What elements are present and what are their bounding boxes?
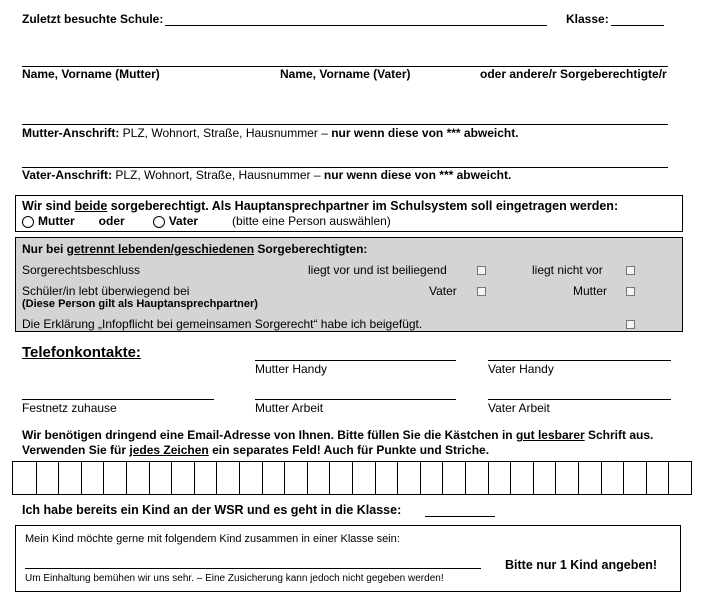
email-character-cell[interactable] bbox=[488, 462, 489, 494]
email-character-cell[interactable] bbox=[465, 462, 466, 494]
infopflicht-checkbox[interactable] bbox=[626, 320, 635, 329]
email-character-cell[interactable] bbox=[307, 462, 308, 494]
email-character-cell[interactable] bbox=[442, 462, 443, 494]
class-label: Klasse: bbox=[566, 12, 609, 26]
email-line2-underlined: jedes Zeichen bbox=[129, 443, 209, 457]
oder-label: oder bbox=[98, 214, 125, 228]
email-character-cell[interactable] bbox=[668, 462, 669, 494]
father-name-label: Name, Vorname (Vater) bbox=[280, 67, 411, 81]
father-work-label: Vater Arbeit bbox=[488, 401, 550, 415]
email-character-cell[interactable] bbox=[171, 462, 172, 494]
lives-with-mother-label: Mutter bbox=[573, 284, 608, 298]
email-character-cell[interactable] bbox=[36, 462, 37, 494]
email-character-grid[interactable] bbox=[12, 461, 692, 495]
lives-with-father-label: Vater bbox=[429, 284, 457, 298]
email-character-cell[interactable] bbox=[81, 462, 82, 494]
contact-choice-row bbox=[22, 214, 391, 228]
radio-father[interactable] bbox=[153, 216, 165, 228]
father-address-field[interactable] bbox=[22, 153, 668, 168]
mother-mobile-label: Mutter Handy bbox=[255, 362, 328, 376]
mother-address-detail: PLZ, Wohnort, Straße, Hausnummer – bbox=[122, 126, 328, 140]
custody-statement-beide: beide bbox=[74, 199, 108, 213]
email-character-cell[interactable] bbox=[58, 462, 59, 494]
decision-missing-checkbox[interactable] bbox=[626, 266, 635, 275]
mother-address-caption bbox=[22, 126, 519, 140]
email-character-cell[interactable] bbox=[126, 462, 127, 494]
mother-mobile-field[interactable] bbox=[255, 346, 456, 361]
email-character-cell[interactable] bbox=[623, 462, 624, 494]
father-address-caption bbox=[22, 168, 511, 182]
mother-work-label: Mutter Arbeit bbox=[255, 401, 324, 415]
email-character-cell[interactable] bbox=[510, 462, 511, 494]
sibling-class-label: Ich habe bereits ein Kind an der WSR und es geht in die Klasse: bbox=[22, 503, 402, 517]
email-character-cell[interactable] bbox=[601, 462, 602, 494]
email-character-cell[interactable] bbox=[194, 462, 195, 494]
custody-box bbox=[15, 195, 683, 232]
no-guarantee-footnote: Um Einhaltung bemühen wir uns sehr. – Eine Zusicherung kann jedoch nicht gegeben werden! bbox=[25, 573, 444, 584]
father-address-detail: PLZ, Wohnort, Straße, Hausnummer – bbox=[115, 168, 321, 182]
email-character-cell[interactable] bbox=[352, 462, 353, 494]
school-label: Zuletzt besuchte Schule: bbox=[22, 12, 164, 26]
lives-with-father-checkbox[interactable] bbox=[477, 287, 486, 296]
classmate-wish-box bbox=[15, 525, 681, 592]
mother-name-label: Name, Vorname (Mutter) bbox=[22, 67, 160, 81]
email-character-cell[interactable] bbox=[239, 462, 240, 494]
decision-missing-label: liegt nicht vor bbox=[532, 263, 603, 277]
email-line2-pre: Verwenden Sie für bbox=[22, 443, 130, 457]
email-character-cell[interactable] bbox=[329, 462, 330, 494]
custody-statement-post: sorgeberechtigt. Als Hauptansprechpartner im Schulsystem soll eingetragen werden: bbox=[107, 199, 619, 213]
email-character-cell[interactable] bbox=[533, 462, 534, 494]
main-contact-note: (Diese Person gilt als Hauptansprechpartner) bbox=[22, 298, 258, 310]
classmate-name-field[interactable] bbox=[25, 554, 481, 569]
landline-field[interactable] bbox=[22, 385, 214, 400]
father-mobile-field[interactable] bbox=[488, 346, 671, 361]
email-character-cell[interactable] bbox=[149, 462, 150, 494]
email-character-cell[interactable] bbox=[646, 462, 647, 494]
choose-hint: (bitte eine Person auswählen) bbox=[232, 214, 391, 228]
school-field[interactable] bbox=[165, 11, 547, 26]
custody-statement-pre: Wir sind bbox=[22, 199, 75, 213]
class-field[interactable] bbox=[611, 11, 664, 26]
radio-mother-label: Mutter bbox=[38, 214, 75, 228]
email-character-cell[interactable] bbox=[578, 462, 579, 494]
other-guardian-label: oder andere/r Sorgeberechtigte/r bbox=[480, 67, 667, 81]
email-character-cell[interactable] bbox=[555, 462, 556, 494]
email-character-cell[interactable] bbox=[397, 462, 398, 494]
email-character-cell[interactable] bbox=[375, 462, 376, 494]
email-character-cell[interactable] bbox=[262, 462, 263, 494]
radio-mother[interactable] bbox=[22, 216, 34, 228]
email-character-cell[interactable] bbox=[103, 462, 104, 494]
radio-father-label: Vater bbox=[168, 214, 199, 228]
separated-title-post: Sorgeberechtigten: bbox=[254, 242, 368, 256]
lives-with-label: Schüler/in lebt überwiegend bei bbox=[22, 284, 190, 298]
decision-attached-checkbox[interactable] bbox=[477, 266, 486, 275]
custody-decision-label: Sorgerechtsbeschluss bbox=[22, 263, 141, 277]
mother-work-field[interactable] bbox=[255, 385, 456, 400]
email-instructions-line1 bbox=[22, 428, 653, 442]
mother-address-label: Mutter-Anschrift: bbox=[22, 126, 120, 140]
one-child-emphasis: Bitte nur 1 Kind angeben! bbox=[505, 558, 658, 572]
classmate-wish-label: Mein Kind möchte gerne mit folgendem Kind zusammen in einer Klasse sein: bbox=[25, 533, 400, 545]
landline-label: Festnetz zuhause bbox=[22, 401, 117, 415]
email-character-cell[interactable] bbox=[284, 462, 285, 494]
email-instructions-line2 bbox=[22, 443, 489, 457]
email-line2-post: ein separates Feld! Auch für Punkte und Striche. bbox=[208, 443, 490, 457]
father-address-label: Vater-Anschrift: bbox=[22, 168, 113, 182]
separated-title-pre: Nur bei bbox=[22, 242, 67, 256]
phone-contacts-title: Telefonkontakte: bbox=[22, 344, 141, 361]
email-line1-post: Schrift aus. bbox=[584, 428, 654, 442]
guardian-names-field[interactable] bbox=[22, 52, 668, 67]
email-character-cell[interactable] bbox=[216, 462, 217, 494]
separated-parents-box bbox=[15, 237, 683, 332]
infopflicht-label: Die Erklärung „Infopflicht bei gemeinsamen Sorgerecht“ habe ich beigefügt. bbox=[22, 317, 423, 331]
father-mobile-label: Vater Handy bbox=[488, 362, 554, 376]
father-work-field[interactable] bbox=[488, 385, 671, 400]
separated-title-underlined: getrennt lebenden/geschiedenen bbox=[66, 242, 255, 256]
mother-address-note: nur wenn diese von *** abweicht. bbox=[331, 126, 519, 140]
sibling-class-field[interactable] bbox=[425, 502, 495, 517]
separated-title bbox=[22, 242, 367, 256]
mother-address-field[interactable] bbox=[22, 110, 668, 125]
lives-with-mother-checkbox[interactable] bbox=[626, 287, 635, 296]
email-character-cell[interactable] bbox=[420, 462, 421, 494]
father-address-note: nur wenn diese von *** abweicht. bbox=[323, 168, 512, 182]
decision-attached-label: liegt vor und ist beiliegend bbox=[308, 263, 447, 277]
custody-statement bbox=[22, 199, 618, 213]
email-line1-pre: Wir benötigen dringend eine Email-Adresse von Ihnen. Bitte füllen Sie die Kästchen in bbox=[22, 428, 516, 442]
email-line1-underlined: gut lesbarer bbox=[515, 428, 585, 442]
